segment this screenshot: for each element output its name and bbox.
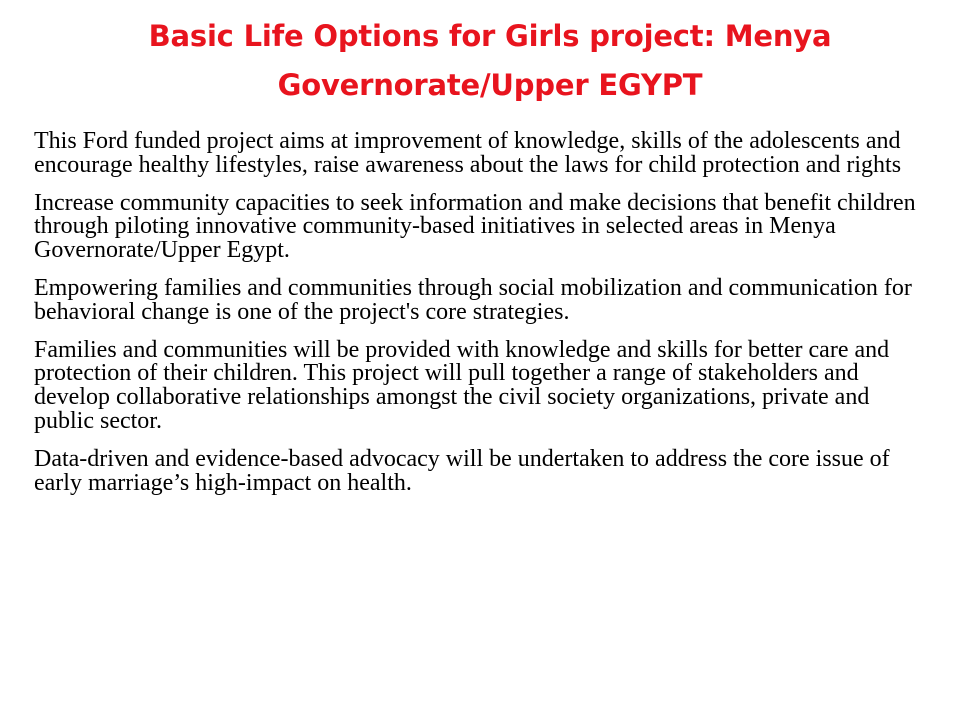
slide-body xyxy=(34,130,934,509)
paragraph-project-aims: This Ford funded project aims at improvement of knowledge, skills of the adolescents and encourage healthy lifestyles, raise awareness about the laws for child protection and rights xyxy=(34,128,902,178)
slide-title: Basic Life Options for Girls project: Menya Governorate/Upper EGYPT xyxy=(148,19,832,102)
paragraph-empowering-families: Empowering families and communities through social mobilization and communication for behavioral change is one of the project's core strategies. xyxy=(34,274,912,325)
paragraph-community-capacities: Increase community capacities to seek information and make decisions that benefit children through piloting innovative community-based initiatives in selected areas in Menya Governorate/Upper Egypt. xyxy=(34,189,916,264)
paragraph-advocacy: Data-driven and evidence-based advocacy will be undertaken to address the core issue of early marriage’s high-impact on health. xyxy=(34,445,890,496)
paragraph-families-knowledge: Families and communities will be provided with knowledge and skills for better care and protection of their children. This project will pull together a range of stakeholders and develop collaborative relationships amongst the civil society organizations, private and public sector. xyxy=(34,336,890,434)
